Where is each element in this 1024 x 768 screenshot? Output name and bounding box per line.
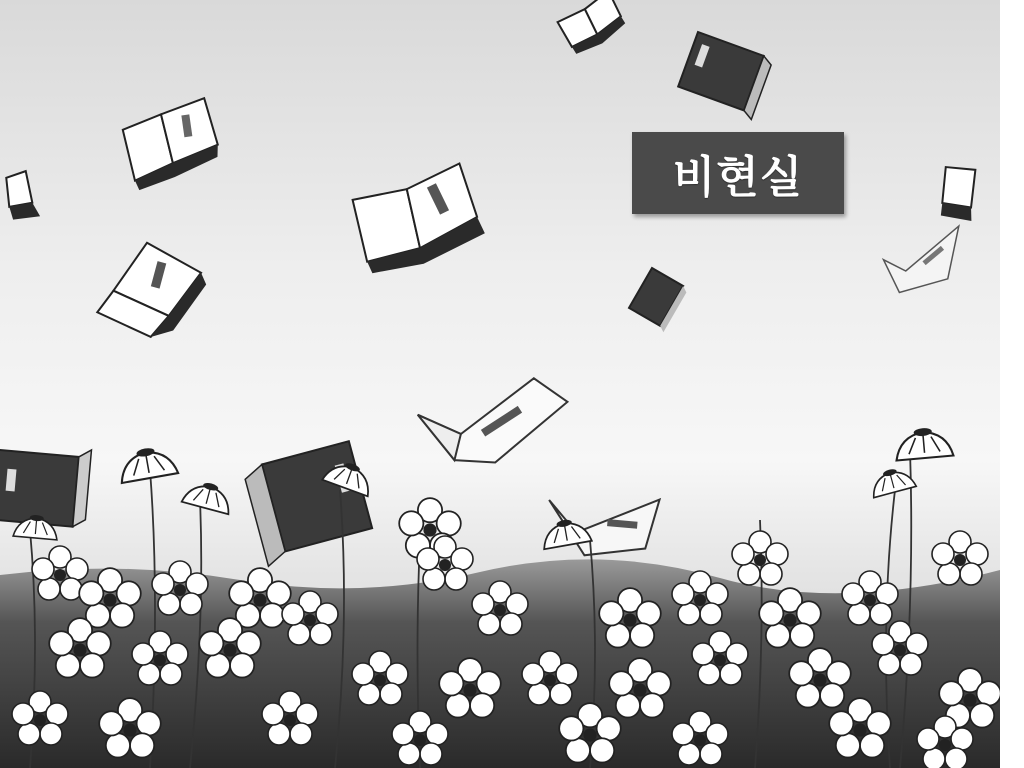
title-label-box — [632, 132, 844, 214]
title-label: 비현실 — [672, 152, 804, 203]
right-margin — [1000, 0, 1024, 768]
